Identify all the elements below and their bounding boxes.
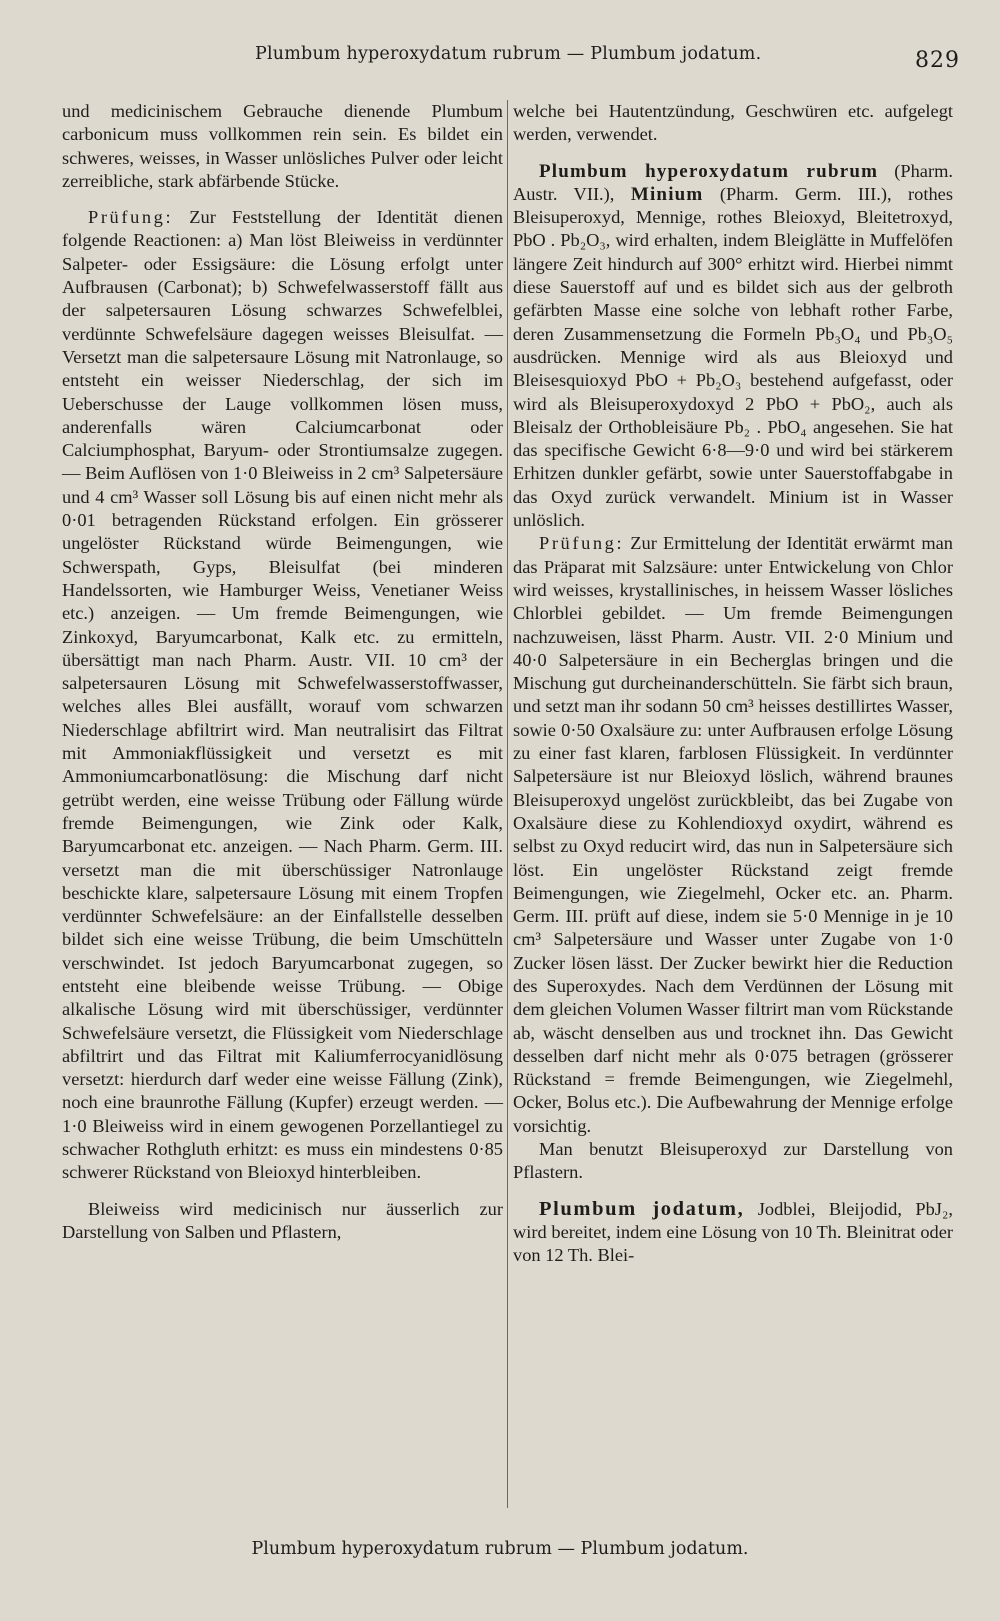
- pruefung-label: Prüfung:: [88, 207, 174, 228]
- paragraph-minium-pruefung: [513, 532, 953, 1138]
- paragraph-bleiweiss-description: und medicinischem Gebrauche dienende Plumbum carbonicum muss vollkommen rein sein. Es bildet ein schweres, weisses, in Wasser unlösliches Pulver oder leicht zerreibliche, stark abfärbende Stücke.: [62, 101, 503, 191]
- column-divider: [507, 100, 508, 1508]
- entry-text: Jodblei, Bleijodid, PbJ₂, wird bereitet, indem eine Lösung von 10 Th. Bleinitrat oder von 12 Th. Blei-: [513, 1198, 953, 1266]
- entry-plumbum-jodatum: [513, 1198, 953, 1268]
- entry-title: Plumbum jodatum,: [539, 1197, 745, 1220]
- page-number: 829: [915, 48, 960, 73]
- entry-text: (Pharm. Germ. III.), rothes Bleisuperoxyd, Mennige, rothes Bleioxyd, Bleitetroxyd, PbO . Pb₂O₃, wird erhalten, indem Bleiglätte in Muffelöfen längere Zeit hindurch auf 300° erhitzt wird. Hierbei nimmt diese Sauerstoff auf und es bildet sich aus der gelbroth gefärbten Masse eine solche von lebhaft rother Farbe, deren Zusammensetzung die Formeln Pb₃O₄ und Pb₃O₅ ausdrücken. Mennige wird als aus Bleioxyd und Bleisesquioxyd PbO + Pb₂O₃ bestehend aufgefasst, oder wird als Bleisuperoxydoxyd 2 PbO + PbO₂, auch als Bleisalz der Orthobleisäure Pb₂ . PbO₄ angesehen. Sie hat das specifische Gewicht 6·8—9·0 und wird bei stärkerem Erhitzen dunkler gefärbt, sowie unter Sauerstoffabgabe in das Oxyd zurück verwandelt. Minium ist in Wasser unlöslich.: [513, 183, 953, 531]
- paragraph-bleiweiss-use: Bleiweiss wird medicinisch nur äusserlich zur Darstellung von Salben und Pflastern,: [62, 1198, 503, 1242]
- pruefung-text: Zur Ermittelung der Identität erwärmt man das Präparat mit Salzsäure: unter Entwickelung von Chlor wird weisses, krystallinisches, in heissem Wasser lösliches Chlorblei gebildet. — Um fremde Beimengungen nachzuweisen, lässt Pharm. Austr. VII. 2·0 Minium und 40·0 Salpetersäure in ein Becherglas bringen und die Mischung gut durcheinanderschütteln. Sie färbt sich braun, und setzt man ihr sodann 50 cm³ heisses destillirtes Wasser, sowie 0·50 Oxalsäure zu: unter Aufbrausen erfolge Lösung zu einer fast klaren, farblosen Flüssigkeit. In verdünnter Salpetersäure ist nur Bleioxyd löslich, während braunes Bleisuperoxyd ungelöst zurückbleibt, das bei Zugabe von Oxalsäure diese zu Kohlendioxyd oxydirt, während es selbst zu Oxyd reducirt wird, das nun in Salpetersäure sich löst. Ein ungelöster Rückstand zeigt fremde Beimengungen, wie Ziegelmehl, Ocker etc. an. Pharm. Germ. III. prüft auf diese, indem sie 5·0 Mennige in je 10 cm³ Salpetersäure und Wasser unter Zugabe von 1·0 Zucker lösen lässt. Der Zucker bewirkt hier die Reduction des Superoxydes. Nach dem Verdünnen der Lösung mit dem gleichen Volumen Wasser filtrirt man vom Rückstande ab, wäscht denselben aus und trocknet ihn. Das Gewicht desselben darf nicht mehr als 0·075 betragen (grösserer Rückstand = fremde Beimengungen, wie Ziegelmehl, Ocker, Bolus etc.). Die Aufbewahrung der Mennige erfolge vorsichtig.: [513, 533, 953, 1136]
- pruefung-label: Prüfung:: [539, 533, 625, 554]
- running-footer: Plumbum hyperoxydatum rubrum — Plumbum jodatum.: [251, 1539, 749, 1559]
- entry-plumbum-hyperoxydatum: [513, 160, 953, 533]
- right-column: [513, 100, 953, 1268]
- entry-alias: Minium: [630, 183, 704, 205]
- pruefung-text: Zur Feststellung der Identität dienen folgende Reactionen: a) Man löst Bleiweiss in verdünnter Salpeter- oder Essigsäure: die Lösung erfolgt unter Aufbrausen (Carbonat); b) Schwefelwasserstoff fällt aus der salpetersauren Lösung schwarzes Schwefelblei, verdünnte Schwefelsäure dagegen weisses Bleisulfat. — Versetzt man die salpetersaure Lösung mit Natronlauge, so entsteht ein weisser Niederschlag, der sich im Ueberschusse der Lauge vollkommen lösen muss, anderenfalls wären Calciumcarbonat oder Calciumphosphat, Baryum- oder Strontiumsalze zugegen. — Beim Auflösen von 1·0 Bleiweiss in 2 cm³ Salpetersäure und 4 cm³ Wasser soll Lösung bis auf einen nicht mehr als 0·01 betragenden Rückstand erfolgen. Ein grösserer ungelöster Rückstand würde Beimengungen, wie Schwerspath, Gyps, Bleisulfat (bei minderen Handelssorten, wie Hamburger Weiss, Venetianer Weiss etc.) anzeigen. — Um fremde Beimengungen, wie Zinkoxyd, Baryumcarbonat, Kalk etc. zu ermitteln, übersättigt man nach Pharm. Austr. VII. 10 cm³ der salpetersauren Lösung mit Schwefelwasserstoffwasser, welches alles Blei ausfällt, worauf vom schwarzen Niederschlage abfiltrirt wird. Man neutralisirt das Filtrat mit Ammoniakflüssigkeit und versetzt es mit Ammoniumcarbonatlösung: die Mischung darf nicht getrübt werden, eine weisse Trübung oder Fällung würde fremde Beimengungen, wie Zink oder Kalk, Baryumcarbonat etc. anzeigen. — Nach Pharm. Germ. III. versetzt man die mit überschüssiger Natronlauge beschickte klare, salpetersaure Lösung mit einem Tropfen verdünnter Schwefelsäure: an der Einfallstelle desselben bildet sich eine weisse Trübung, die beim Umschütteln verschwindet. Ist jedoch Baryumcarbonat zugegen, so entsteht eine bleibende weisse Trübung. — Obige alkalische Lösung wird mit überschüssiger, verdünnter Schwefelsäure versetzt, die Flüssigkeit vom Niederschlage abfiltrirt und das Filtrat mit Kaliumferrocyanidlösung versetzt: hierdurch darf weder eine weisse Fällung (Zink), noch eine braunrothe Fällung (Kupfer) erzeugt werden. — 1·0 Bleiweiss wird in einem gewogenen Porzellantiegel zu schwacher Rothgluth erhitzt: es muss ein mindestens 0·85 schwerer Rückstand von Bleioxyd hinterbleiben.: [62, 207, 503, 1183]
- entry-title: Plumbum hyperoxydatum rubrum: [539, 160, 879, 182]
- paragraph-minium-use: Man benutzt Bleisuperoxyd zur Darstellung von Pflastern.: [513, 1139, 953, 1183]
- left-column: [62, 100, 503, 1244]
- paragraph-bleiweiss-use-continued: welche bei Hautentzündung, Geschwüren etc. aufgelegt werden, verwendet.: [513, 101, 953, 145]
- running-header: Plumbum hyperoxydatum rubrum — Plumbum jodatum.: [255, 44, 762, 64]
- entry-reference: (Pharm. Austr. VII.),: [513, 160, 953, 204]
- paragraph-bleiweiss-pruefung: [62, 206, 503, 1184]
